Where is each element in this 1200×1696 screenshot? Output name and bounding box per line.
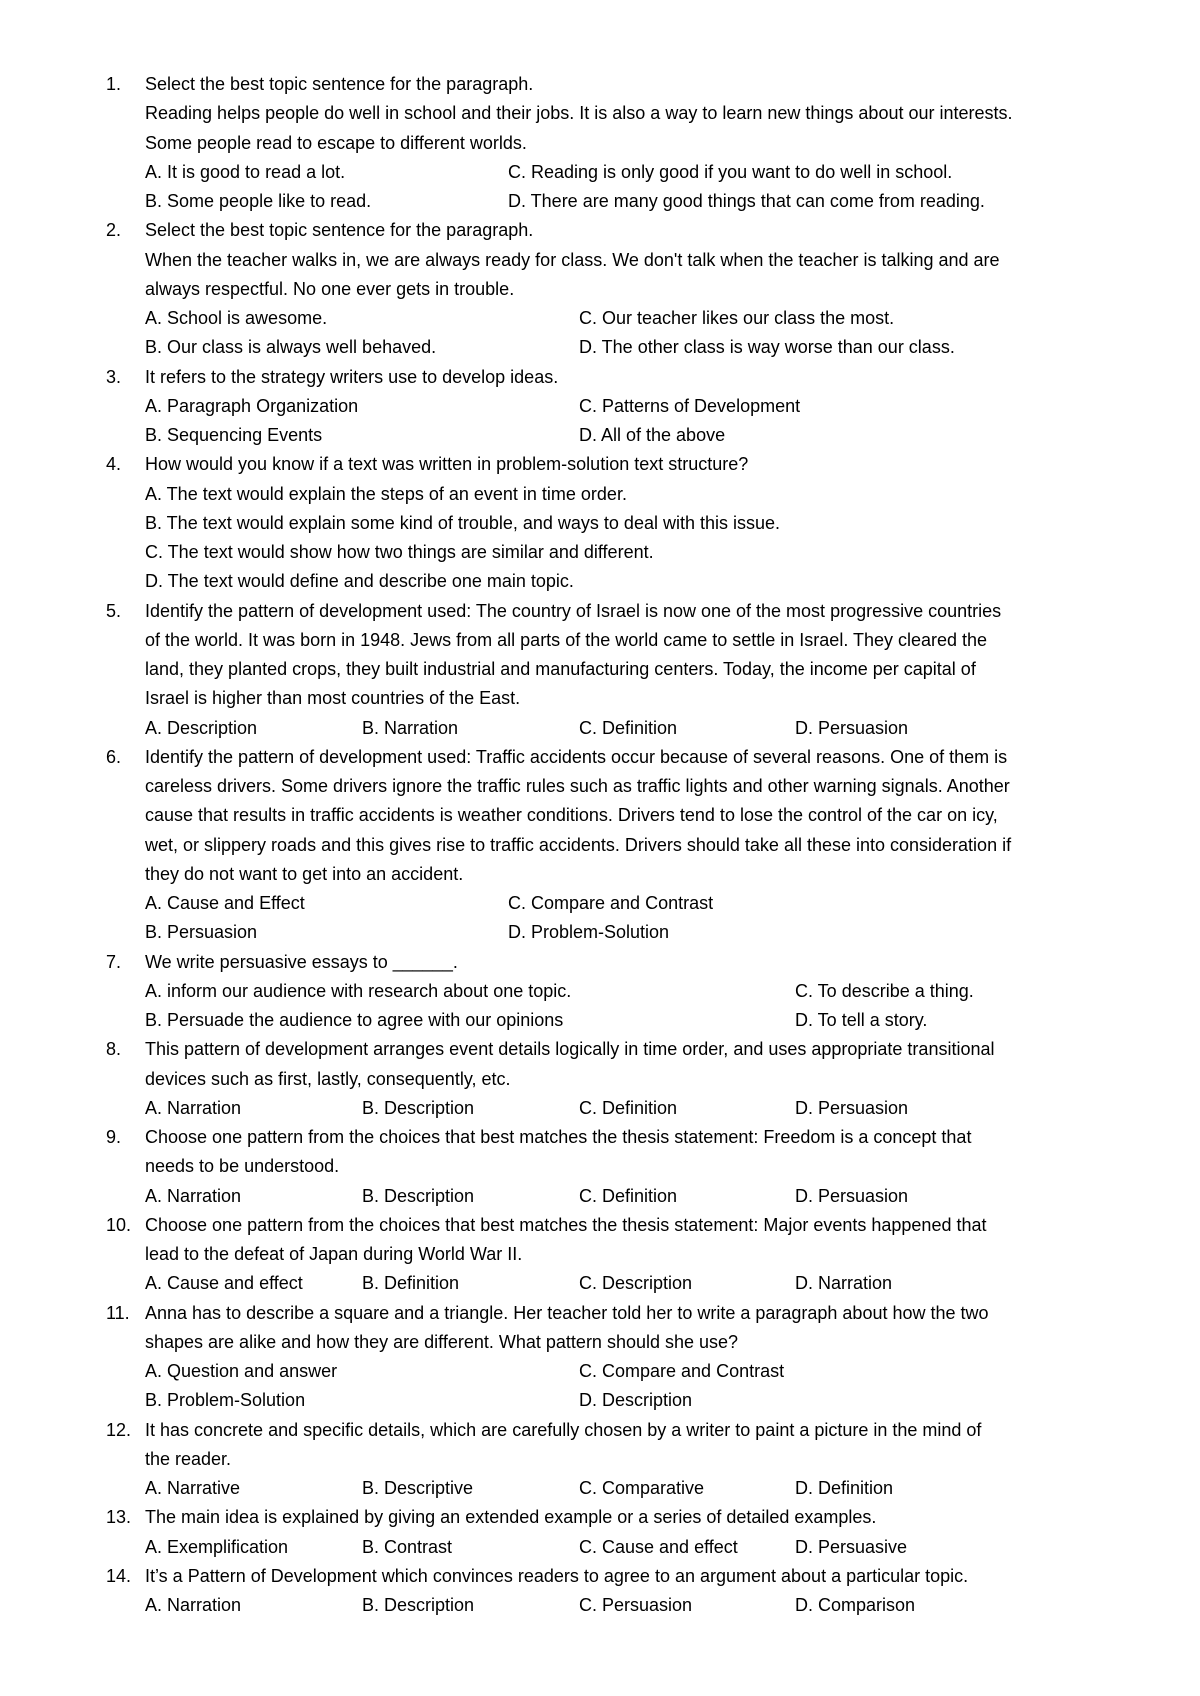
answer-option: D. Definition bbox=[795, 1478, 894, 1498]
question-number: 4. bbox=[106, 454, 122, 475]
answer-option: B. Some people like to read. bbox=[145, 191, 372, 211]
answer-option: B. Definition bbox=[362, 1273, 460, 1294]
answer-option: C. Definition bbox=[579, 1097, 678, 1118]
answer-option: C. Patterns of Development bbox=[579, 395, 801, 416]
answer-option: D. There are many good things that can come from reading. bbox=[508, 191, 985, 211]
options-row bbox=[0, 1094, 1200, 1123]
question-text: It refers to the strategy writers use to develop ideas. bbox=[145, 366, 559, 387]
answer-option: B. Sequencing Events bbox=[145, 425, 323, 445]
answer-option: A. Exemplification bbox=[145, 1536, 289, 1557]
question-number: 10. bbox=[106, 1214, 132, 1235]
options-row bbox=[0, 1269, 1200, 1298]
answer-option: D. The other class is way worse than our class. bbox=[579, 337, 955, 358]
answer-option: C. Compare and Contrast bbox=[579, 1361, 785, 1381]
question-line bbox=[0, 626, 1200, 655]
answer-option: C. The text would show how two things are similar and different. bbox=[145, 542, 654, 562]
question-text: cause that results in traffic accidents is weather conditions. Drivers tend to lose the control of the car on icy, bbox=[145, 805, 998, 826]
question-line bbox=[0, 801, 1200, 830]
question-number: 14. bbox=[106, 1565, 132, 1586]
question-text: needs to be understood. bbox=[145, 1156, 340, 1177]
question-text: land, they planted crops, they built industrial and manufacturing centers. Today, the income per capital of bbox=[145, 659, 976, 679]
question-text: wet, or slippery roads and this gives rise to traffic accidents. Drivers should take all these into consideration if bbox=[145, 834, 1012, 855]
question-number: 6. bbox=[106, 746, 122, 767]
answer-option: A. Description bbox=[145, 717, 258, 738]
answer-option: A. Narration bbox=[145, 1097, 242, 1118]
question-line bbox=[0, 246, 1200, 275]
options-row bbox=[0, 1006, 1200, 1035]
question-text: We write persuasive essays to ______. bbox=[145, 951, 458, 972]
options-row bbox=[0, 1474, 1200, 1503]
answer-option: B. Descriptive bbox=[362, 1478, 474, 1498]
question-line-first bbox=[0, 363, 1200, 392]
answer-option: A. Paragraph Organization bbox=[145, 395, 359, 416]
answer-option: A. Narrative bbox=[145, 1478, 241, 1498]
question-number: 2. bbox=[106, 220, 122, 241]
question-line-first bbox=[0, 450, 1200, 479]
answer-option: D. The text would define and describe one main topic. bbox=[145, 571, 574, 592]
answer-option: D. Problem-Solution bbox=[508, 922, 670, 943]
answer-option: A. Narration bbox=[145, 1185, 242, 1206]
question-line-first bbox=[0, 1416, 1200, 1445]
question-line bbox=[0, 99, 1200, 128]
question-item bbox=[0, 948, 1200, 1036]
options-row bbox=[0, 714, 1200, 743]
answer-option: C. Compare and Contrast bbox=[508, 893, 714, 913]
question-line-first bbox=[0, 1503, 1200, 1532]
question-line bbox=[0, 831, 1200, 860]
question-text: Identify the pattern of development used: Traffic accidents occur because of several reasons. One of them is bbox=[145, 746, 1008, 767]
question-number: 8. bbox=[106, 1039, 122, 1060]
question-line bbox=[0, 1152, 1200, 1181]
answer-option: A. Question and answer bbox=[145, 1361, 338, 1381]
options-row bbox=[0, 889, 1200, 918]
question-line bbox=[0, 1240, 1200, 1269]
question-text: It has concrete and specific details, which are carefully chosen by a writer to paint a picture in the mind of bbox=[145, 1419, 982, 1440]
question-text: How would you know if a text was written in problem-solution text structure? bbox=[145, 454, 749, 475]
answer-option: C. Cause and effect bbox=[579, 1536, 738, 1557]
question-text: Identify the pattern of development used: The country of Israel is now one of the most progressive countries bbox=[145, 600, 1002, 621]
question-line bbox=[0, 655, 1200, 684]
answer-option: D. Persuasive bbox=[795, 1536, 908, 1557]
answer-option: D. All of the above bbox=[579, 425, 726, 445]
question-text: the reader. bbox=[145, 1448, 232, 1469]
question-line bbox=[0, 1445, 1200, 1474]
question-text: Israel is higher than most countries of the East. bbox=[145, 688, 521, 709]
answer-option: C. To describe a thing. bbox=[795, 980, 974, 1001]
question-text: The main idea is explained by giving an extended example or a series of detailed examples. bbox=[145, 1507, 877, 1528]
options-row bbox=[0, 158, 1200, 187]
answer-option: B. Persuade the audience to agree with our opinions bbox=[145, 1010, 564, 1030]
question-text: This pattern of development arranges event details logically in time order, and uses appropriate transitional bbox=[145, 1039, 995, 1060]
question-line bbox=[0, 129, 1200, 158]
question-text: lead to the defeat of Japan during World War II. bbox=[145, 1244, 523, 1264]
question-number: 7. bbox=[106, 951, 122, 972]
question-text: Some people read to escape to different worlds. bbox=[145, 132, 527, 153]
question-text: always respectful. No one ever gets in trouble. bbox=[145, 278, 515, 299]
answer-option: B. Problem-Solution bbox=[145, 1390, 306, 1411]
answer-option: C. Persuasion bbox=[579, 1595, 693, 1615]
question-number: 13. bbox=[106, 1507, 132, 1528]
question-line-first bbox=[0, 1035, 1200, 1064]
answer-option: A. The text would explain the steps of an event in time order. bbox=[145, 483, 627, 504]
question-line-first bbox=[0, 216, 1200, 245]
answer-option: B. Our class is always well behaved. bbox=[145, 337, 437, 358]
answer-option: A. Cause and effect bbox=[145, 1273, 303, 1294]
question-line-first bbox=[0, 597, 1200, 626]
answer-option: C. Our teacher likes our class the most. bbox=[579, 308, 895, 328]
answer-option: D. Description bbox=[579, 1390, 693, 1411]
question-text: careless drivers. Some drivers ignore the traffic rules such as traffic lights and other warning signals. Another bbox=[145, 776, 1010, 796]
answer-option: A. Cause and Effect bbox=[145, 893, 305, 913]
question-text: Reading helps people do well in school and their jobs. It is also a way to learn new things about our interests. bbox=[145, 103, 1013, 124]
question-item bbox=[0, 216, 1200, 362]
answer-option: C. Definition bbox=[579, 717, 678, 738]
question-number: 3. bbox=[106, 366, 122, 387]
answer-option: B. Narration bbox=[362, 717, 459, 738]
question-item bbox=[0, 597, 1200, 743]
question-item bbox=[0, 1035, 1200, 1123]
answer-option: B. The text would explain some kind of trouble, and ways to deal with this issue. bbox=[145, 512, 781, 533]
answer-option: A. It is good to read a lot. bbox=[145, 161, 346, 182]
question-text: they do not want to get into an accident. bbox=[145, 863, 464, 884]
question-number: 1. bbox=[106, 74, 122, 94]
options-row bbox=[0, 392, 1200, 421]
answer-option: B. Description bbox=[362, 1595, 475, 1615]
question-item bbox=[0, 1416, 1200, 1504]
options-row bbox=[0, 1357, 1200, 1386]
options-row bbox=[0, 567, 1200, 596]
question-line bbox=[0, 772, 1200, 801]
question-item bbox=[0, 1123, 1200, 1211]
question-item bbox=[0, 1503, 1200, 1562]
question-text: devices such as first, lastly, consequently, etc. bbox=[145, 1068, 511, 1089]
answer-option: C. Reading is only good if you want to do well in school. bbox=[508, 161, 953, 182]
question-line bbox=[0, 1065, 1200, 1094]
question-line-first bbox=[0, 743, 1200, 772]
question-line-first bbox=[0, 948, 1200, 977]
question-line bbox=[0, 860, 1200, 889]
answer-option: B. Description bbox=[362, 1097, 475, 1118]
question-item bbox=[0, 1562, 1200, 1621]
quiz-document bbox=[0, 70, 1200, 1620]
question-line bbox=[0, 275, 1200, 304]
options-row bbox=[0, 538, 1200, 567]
question-number: 11. bbox=[106, 1302, 130, 1323]
answer-option: B. Persuasion bbox=[145, 922, 258, 943]
question-text: shapes are alike and how they are different. What pattern should she use? bbox=[145, 1331, 739, 1352]
question-text: Choose one pattern from the choices that best matches the thesis statement: Major events happened that bbox=[145, 1214, 987, 1235]
question-text: Choose one pattern from the choices that best matches the thesis statement: Freedom is a concept that bbox=[145, 1127, 972, 1147]
answer-option: D. To tell a story. bbox=[795, 1010, 928, 1030]
options-row bbox=[0, 333, 1200, 362]
options-row bbox=[0, 1533, 1200, 1562]
question-line-first bbox=[0, 1299, 1200, 1328]
question-item bbox=[0, 1299, 1200, 1416]
question-number: 12. bbox=[106, 1419, 132, 1440]
question-line bbox=[0, 684, 1200, 713]
answer-option: B. Description bbox=[362, 1185, 475, 1206]
question-line-first bbox=[0, 1211, 1200, 1240]
options-row bbox=[0, 1182, 1200, 1211]
question-item bbox=[0, 743, 1200, 948]
options-row bbox=[0, 509, 1200, 538]
question-item bbox=[0, 70, 1200, 216]
answer-option: A. School is awesome. bbox=[145, 308, 328, 328]
options-row bbox=[0, 421, 1200, 450]
question-line-first bbox=[0, 1562, 1200, 1591]
answer-option: D. Comparison bbox=[795, 1595, 916, 1615]
options-row bbox=[0, 304, 1200, 333]
answer-option: D. Persuasion bbox=[795, 1097, 909, 1118]
options-row bbox=[0, 918, 1200, 947]
answer-option: D. Persuasion bbox=[795, 1185, 909, 1206]
answer-option: A. inform our audience with research about one topic. bbox=[145, 980, 572, 1001]
answer-option: C. Description bbox=[579, 1273, 693, 1294]
question-line bbox=[0, 1328, 1200, 1357]
answer-option: C. Comparative bbox=[579, 1478, 705, 1498]
question-text: Select the best topic sentence for the paragraph. bbox=[145, 74, 534, 94]
options-row bbox=[0, 1591, 1200, 1620]
question-text: It’s a Pattern of Development which convinces readers to agree to an argument about a particular topic. bbox=[145, 1565, 969, 1586]
question-text: Select the best topic sentence for the paragraph. bbox=[145, 220, 534, 241]
question-line-first bbox=[0, 70, 1200, 99]
question-item bbox=[0, 1211, 1200, 1299]
question-line-first bbox=[0, 1123, 1200, 1152]
options-row bbox=[0, 977, 1200, 1006]
options-row bbox=[0, 187, 1200, 216]
answer-option: C. Definition bbox=[579, 1185, 678, 1206]
answer-option: A. Narration bbox=[145, 1595, 242, 1615]
question-item bbox=[0, 450, 1200, 596]
question-item bbox=[0, 363, 1200, 451]
answer-option: D. Persuasion bbox=[795, 717, 909, 738]
answer-option: D. Narration bbox=[795, 1273, 893, 1294]
answer-option: B. Contrast bbox=[362, 1536, 453, 1557]
options-row bbox=[0, 480, 1200, 509]
question-text: of the world. It was born in 1948. Jews from all parts of the world came to settle in Israel. They cleared the bbox=[145, 629, 988, 650]
options-row bbox=[0, 1386, 1200, 1415]
question-number: 5. bbox=[106, 600, 122, 621]
question-text: Anna has to describe a square and a triangle. Her teacher told her to write a paragraph about how the two bbox=[145, 1302, 989, 1323]
question-number: 9. bbox=[106, 1127, 122, 1147]
question-text: When the teacher walks in, we are always ready for class. We don't talk when the teacher is talking and are bbox=[145, 249, 1000, 270]
